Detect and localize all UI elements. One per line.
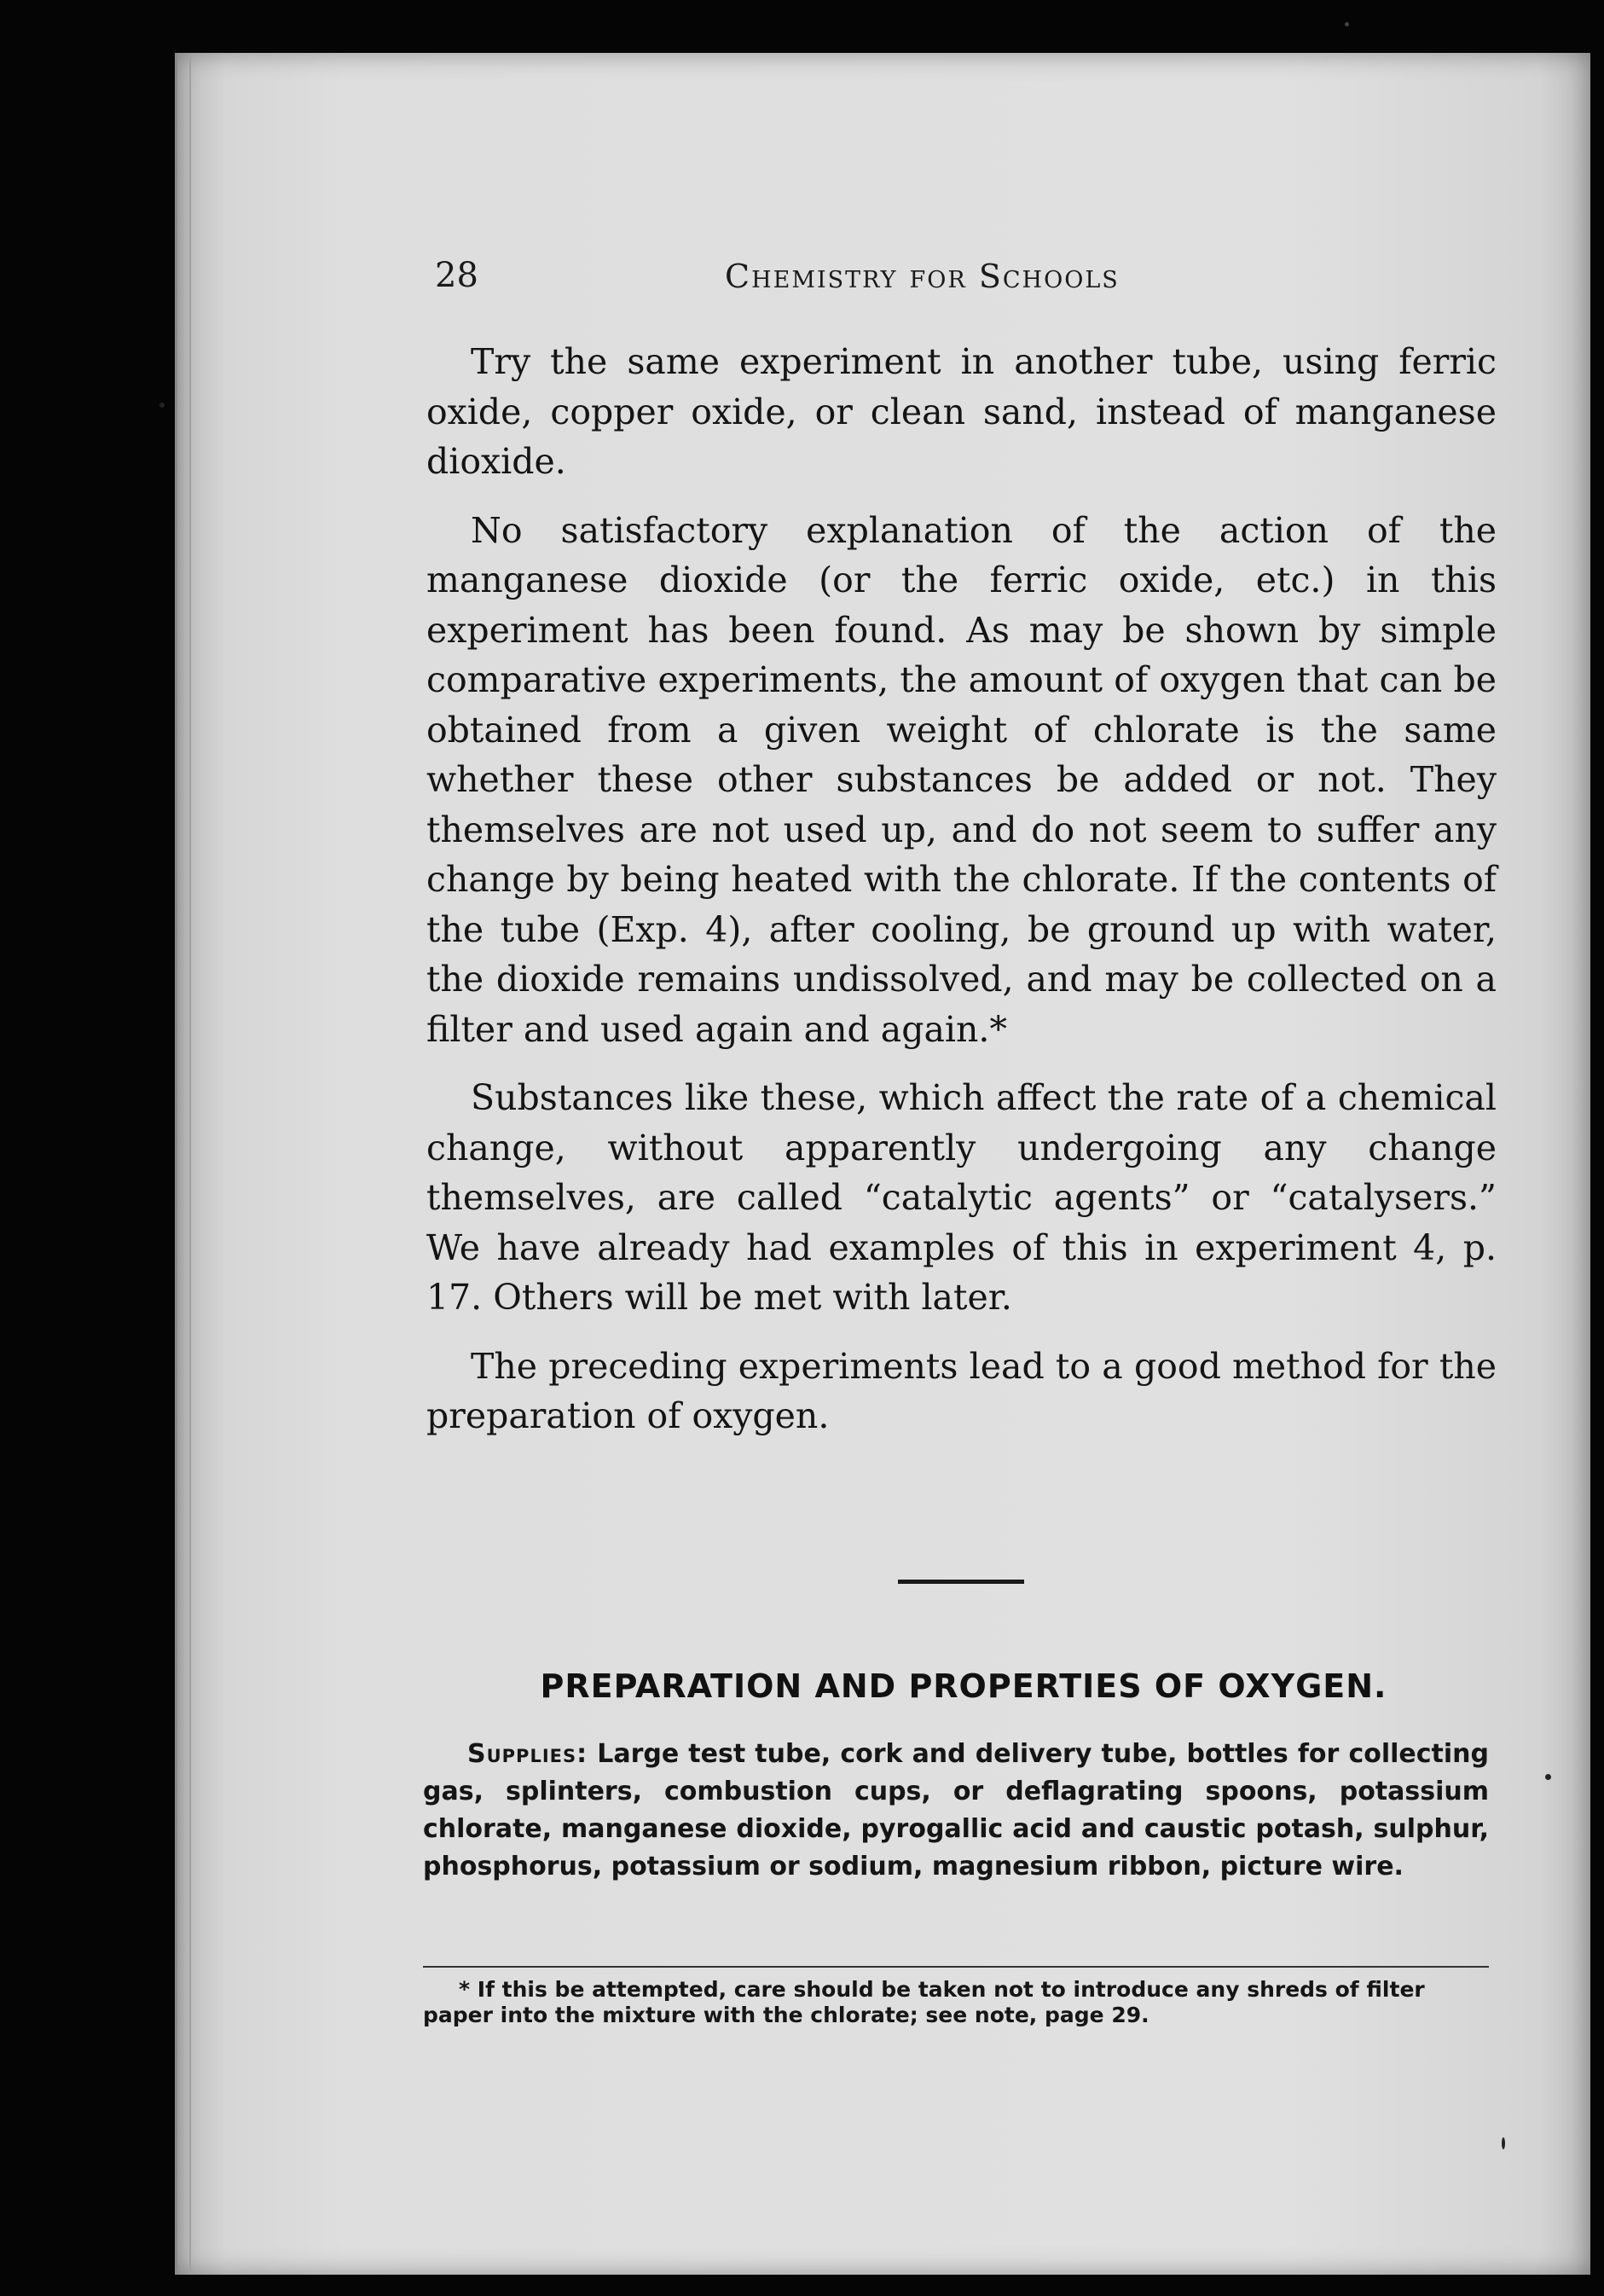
running-head — [435, 256, 1497, 307]
running-title: Chemistry for Schools — [725, 258, 1120, 295]
paragraph-catalytic-agents: Substances like these, which affect the rate of a chemical change, without apparently undergoing any change themselves, are called “catalytic agents” or “catalysers.” We have already had examples of this in experiment 4, p. 17. Others will be met with later. — [426, 1077, 1497, 1318]
page-binding-edge — [175, 53, 211, 2275]
paragraph-alternative-substances: Try the same experiment in another tube, using ferric oxide, copper oxide, or clean sand, instead of manganese dioxide. — [426, 341, 1497, 482]
scan-speck — [1345, 22, 1349, 26]
paragraph-preparation-intro: The preceding experiments lead to a good method for the preparation of oxygen. — [426, 1345, 1497, 1436]
scan-speck — [159, 403, 165, 408]
body-text — [426, 337, 1497, 1460]
section-divider-rule — [898, 1580, 1024, 1584]
supplies-paragraph — [423, 1736, 1489, 1886]
supplies-label: Supplies: — [467, 1739, 588, 1769]
supplies-text: Large test tube, cork and delivery tube, bottles for collecting gas, splinters, combustion cups, or deflagrating spoons, potassium chlorate, manganese dioxide, pyrogallic acid and caustic potash, sulphur, phosphorus, potassium or sodium, magnesium ribbon, picture wire. — [423, 1739, 1489, 1881]
footnote: * If this be attempted, care should be taken not to introduce any shreds of filter paper into the mixture with the chlorate; see note, page 29. — [423, 1977, 1425, 2027]
footnote-rule — [423, 1966, 1489, 1968]
section-heading: PREPARATION AND PROPERTIES OF OXYGEN. — [540, 1667, 1387, 1705]
scan-speck — [1545, 1774, 1551, 1780]
scan-speck — [1502, 2137, 1505, 2149]
paragraph-explanation: No satisfactory explanation of the action of the manganese dioxide (or the ferric oxide, etc.) in this experiment has been found. As may be shown by simple comparative experiments, the amount of oxygen that can be obtained from a given weight of chlorate is the same whether these other substances be added or not. They themselves are not used up, and do not seem to suffer any change by being heated with the chlorate. If the contents of the tube (Exp. 4), after cooling, be ground up with water, the dioxide remains undissolved, and may be collected on a filter and used again and again.* — [426, 509, 1497, 1050]
page-number: 28 — [435, 256, 478, 295]
